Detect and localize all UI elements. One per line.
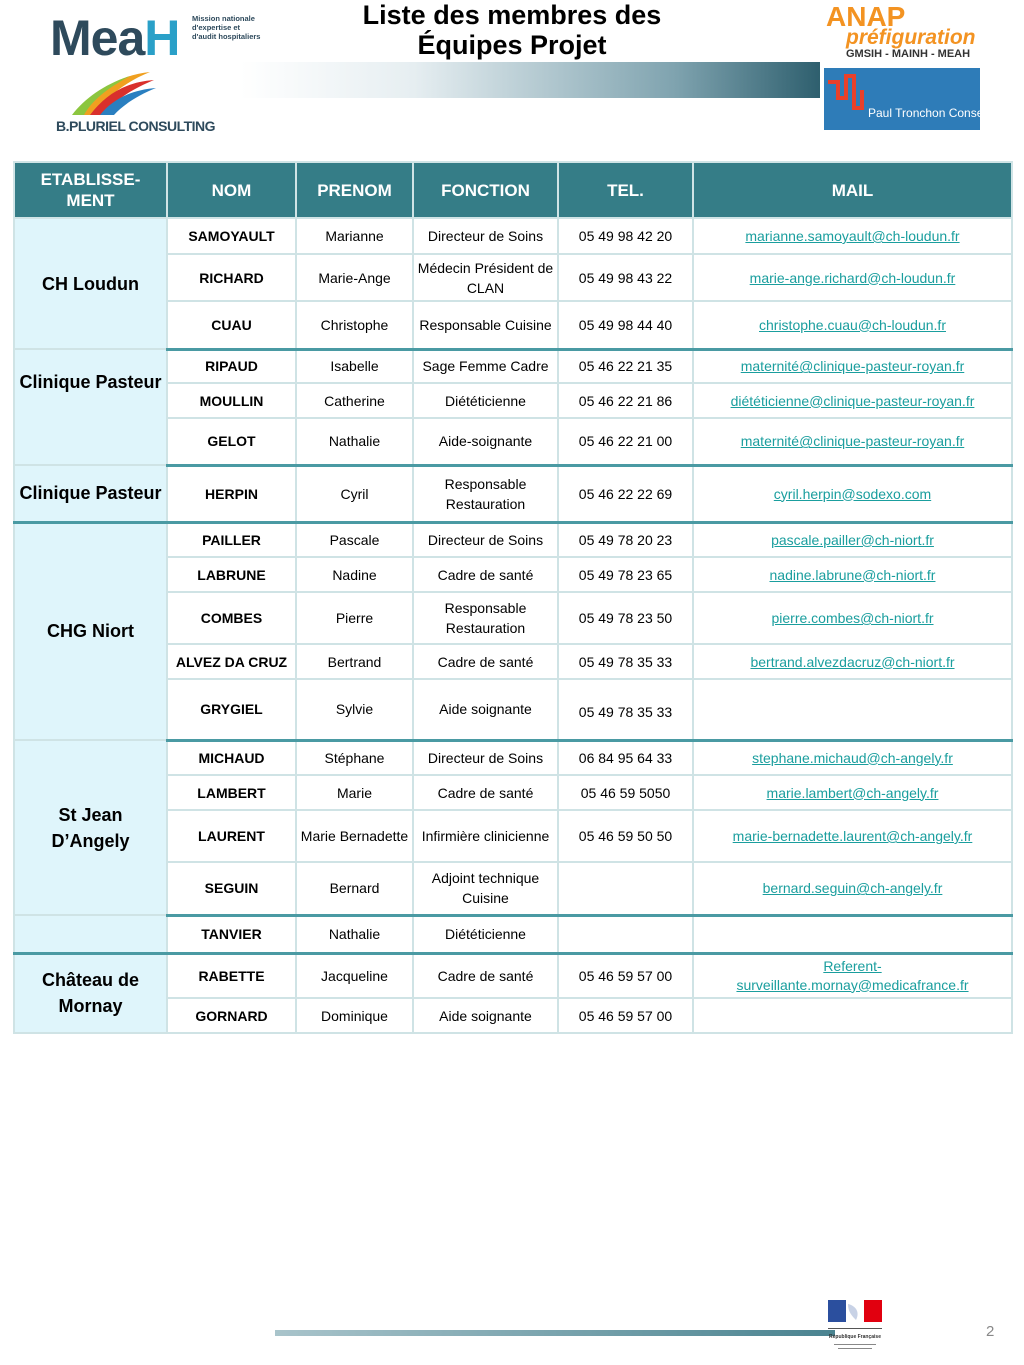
members-table: [13, 161, 1013, 1034]
nom-cell: LABRUNE: [167, 557, 296, 592]
prenom-cell: Marie Bernadette: [296, 810, 413, 862]
bpluriel-swoosh-icon: [50, 70, 160, 120]
nom-cell: LAMBERT: [167, 775, 296, 810]
prenom-cell: Stéphane: [296, 740, 413, 775]
fonction-cell: Directeur de Soins: [413, 740, 558, 775]
tel-cell: 06 84 95 64 33: [558, 740, 693, 775]
etablissement-cell: CH Loudun: [14, 218, 167, 349]
fonction-cell: Infirmière clinicienne: [413, 810, 558, 862]
nom-cell: CUAU: [167, 301, 296, 349]
meah-logo-word: MeaH: [50, 10, 180, 66]
etablissement-cell: Clinique Pasteur: [14, 465, 167, 522]
nom-cell: GELOT: [167, 418, 296, 465]
column-header-etablissement: ETABLISSE- MENT: [14, 162, 167, 218]
prenom-cell: Pascale: [296, 522, 413, 557]
fonction-cell: Responsable Restauration: [413, 465, 558, 522]
mail-link[interactable]: christophe.cuau@ch-loudun.fr: [759, 316, 946, 333]
table-row: [14, 740, 1012, 775]
fonction-cell: Diététicienne: [413, 383, 558, 418]
table-row: [14, 522, 1012, 557]
mail-cell: [693, 998, 1012, 1033]
mail-cell: [693, 915, 1012, 953]
bpluriel-logo: [50, 70, 220, 136]
page-title-line-2: Équipes Projet: [417, 30, 607, 60]
nom-cell: RABETTE: [167, 953, 296, 998]
mail-cell: [693, 592, 1012, 644]
fonction-cell: Cadre de santé: [413, 953, 558, 998]
mail-link[interactable]: pascale.pailler@ch-niort.fr: [771, 531, 934, 548]
prenom-cell: Nathalie: [296, 915, 413, 953]
table-row: [14, 349, 1012, 383]
table-row: [14, 953, 1012, 998]
mail-link[interactable]: nadine.labrune@ch-niort.fr: [769, 566, 936, 583]
republique-francaise-logo: [826, 1298, 886, 1358]
nom-cell: COMBES: [167, 592, 296, 644]
column-header-prenom: PRENOM: [296, 162, 413, 218]
mail-link[interactable]: bernard.seguin@ch-angely.fr: [762, 880, 943, 897]
mail-cell: [693, 740, 1012, 775]
tel-cell: 05 46 22 21 00: [558, 418, 693, 465]
mail-cell: [693, 522, 1012, 557]
tel-cell: [558, 862, 693, 915]
bpluriel-logo-text: B.PLURIEL CONSULTING: [56, 118, 216, 134]
header-band: [240, 62, 820, 98]
tel-cell: 05 49 78 35 33: [558, 679, 693, 740]
mail-cell: [693, 418, 1012, 465]
prenom-cell: Nadine: [296, 557, 413, 592]
page-title: [300, 0, 724, 60]
table-row: [14, 465, 1012, 522]
prenom-cell: Marie: [296, 775, 413, 810]
mail-cell: [693, 383, 1012, 418]
mail-link[interactable]: maternité@clinique-pasteur-royan.fr: [740, 358, 965, 375]
mail-cell: [693, 301, 1012, 349]
page-number: 2: [986, 1323, 995, 1340]
nom-cell: SEGUIN: [167, 862, 296, 915]
fonction-cell: Médecin Président de CLAN: [413, 254, 558, 301]
fonction-cell: Cadre de santé: [413, 775, 558, 810]
tel-cell: 05 46 59 57 00: [558, 953, 693, 998]
etablissement-cell: [14, 915, 167, 953]
anap-logo-word: ANAP: [826, 1, 906, 32]
nom-cell: RIPAUD: [167, 349, 296, 383]
fonction-cell: Responsable Cuisine: [413, 301, 558, 349]
etablissement-cell: [14, 740, 167, 915]
prenom-cell: Sylvie: [296, 679, 413, 740]
nom-cell: MOULLIN: [167, 383, 296, 418]
mail-cell: [693, 218, 1012, 254]
page-title-line-1: Liste des membres des: [362, 0, 662, 30]
tel-cell: 05 46 22 21 86: [558, 383, 693, 418]
nom-cell: ALVEZ DA CRUZ: [167, 644, 296, 679]
tel-cell: 05 46 59 50 50: [558, 810, 693, 862]
tel-cell: 05 46 22 22 69: [558, 465, 693, 522]
tel-cell: 05 49 78 35 33: [558, 644, 693, 679]
nom-cell: MICHAUD: [167, 740, 296, 775]
mail-link[interactable]: maternité@clinique-pasteur-royan.fr: [740, 433, 965, 450]
anap-logo-prefiguration: préfiguration: [846, 26, 976, 49]
tel-cell: 05 49 98 42 20: [558, 218, 693, 254]
fonction-cell: Aide soignante: [413, 998, 558, 1033]
footer-band: [275, 1330, 835, 1336]
fonction-cell: Cadre de santé: [413, 644, 558, 679]
prenom-cell: Marianne: [296, 218, 413, 254]
mail-link[interactable]: marie.lambert@ch-angely.fr: [766, 784, 939, 801]
tel-cell: 05 49 78 20 23: [558, 522, 693, 557]
mail-cell: [693, 953, 1012, 998]
mail-cell: [693, 810, 1012, 862]
table-row: [14, 915, 1012, 953]
prenom-cell: Cyril: [296, 465, 413, 522]
prenom-cell: Marie-Ange: [296, 254, 413, 301]
meah-logo: [50, 10, 261, 68]
fonction-cell: Cadre de santé: [413, 557, 558, 592]
mail-link[interactable]: pierre.combes@ch-niort.fr: [771, 610, 934, 626]
anap-logo: [824, 2, 1014, 64]
prenom-cell: Jacqueline: [296, 953, 413, 998]
tel-cell: 05 46 22 21 35: [558, 349, 693, 383]
mail-cell: [693, 254, 1012, 301]
tel-cell: 05 46 59 5050: [558, 775, 693, 810]
prenom-cell: Bernard: [296, 862, 413, 915]
nom-cell: HERPIN: [167, 465, 296, 522]
tel-cell: 05 49 78 23 65: [558, 557, 693, 592]
mail-cell: [693, 644, 1012, 679]
fonction-cell: Directeur de Soins: [413, 218, 558, 254]
nom-cell: TANVIER: [167, 915, 296, 953]
mail-link[interactable]: marianne.samoyault@ch-loudun.fr: [745, 228, 960, 244]
mail-link[interactable]: marie-ange.richard@ch-loudun.fr: [749, 269, 956, 286]
tel-cell: 05 49 98 43 22: [558, 254, 693, 301]
anap-logo-subtitle: GMSIH - MAINH - MEAH: [846, 48, 971, 60]
column-header-nom: NOM: [167, 162, 296, 218]
mail-link[interactable]: Referent-surveillante.mornay@medicafrance.fr: [736, 957, 969, 993]
column-header-mail: MAIL: [693, 162, 1012, 218]
mail-cell: [693, 349, 1012, 383]
mail-cell: [693, 679, 1012, 740]
nom-cell: RICHARD: [167, 254, 296, 301]
nom-cell: GRYGIEL: [167, 679, 296, 740]
prenom-cell: Bertrand: [296, 644, 413, 679]
etablissement-label: St Jean D’Angely: [51, 804, 130, 851]
fonction-cell: Diététicienne: [413, 915, 558, 953]
tel-cell: 05 49 98 44 40: [558, 301, 693, 349]
nom-cell: LAURENT: [167, 810, 296, 862]
mail-link[interactable]: bertrand.alvezdacruz@ch-niort.fr: [750, 653, 955, 670]
prenom-cell: Christophe: [296, 301, 413, 349]
prenom-cell: Isabelle: [296, 349, 413, 383]
fonction-cell: Directeur de Soins: [413, 522, 558, 557]
mail-cell: [693, 775, 1012, 810]
mail-link[interactable]: diététicienne@clinique-pasteur-royan.fr: [730, 392, 975, 409]
tel-cell: [558, 915, 693, 953]
mail-link[interactable]: stephane.michaud@ch-angely.fr: [752, 749, 953, 766]
mail-cell: [693, 465, 1012, 522]
nom-cell: SAMOYAULT: [167, 218, 296, 254]
prenom-cell: Nathalie: [296, 418, 413, 465]
prenom-cell: Dominique: [296, 998, 413, 1033]
tel-cell: 05 49 78 23 50: [558, 592, 693, 644]
etablissement-cell: Clinique Pasteur: [14, 349, 167, 465]
table-row: [14, 218, 1012, 254]
svg-text:République Française: République Française: [829, 1334, 881, 1340]
fonction-cell: Responsable Restauration: [413, 592, 558, 644]
fonction-cell: Adjoint technique Cuisine: [413, 862, 558, 915]
nom-cell: GORNARD: [167, 998, 296, 1033]
tel-cell: 05 46 59 57 00: [558, 998, 693, 1033]
mail-link[interactable]: marie-bernadette.laurent@ch-angely.fr: [732, 828, 973, 844]
etablissement-cell: CHG Niort: [14, 522, 167, 740]
mail-link[interactable]: cyril.herpin@sodexo.com: [773, 485, 932, 502]
prenom-cell: Catherine: [296, 383, 413, 418]
nom-cell: PAILLER: [167, 522, 296, 557]
column-header-fonction: FONCTION: [413, 162, 558, 218]
meah-logo-tagline: Mission nationale d'expertise et d'audit hospitaliers: [192, 14, 261, 41]
mail-cell: [693, 557, 1012, 592]
column-header-tel: TEL.: [558, 162, 693, 218]
tronchon-logo: [824, 68, 989, 130]
prenom-cell: Pierre: [296, 592, 413, 644]
marianne-flag-icon: [826, 1298, 886, 1358]
fonction-cell: Sage Femme Cadre: [413, 349, 558, 383]
etablissement-label: Château de Mornay: [41, 970, 140, 1017]
tronchon-logo-text: Paul Tronchon Conseil: [868, 106, 989, 120]
fonction-cell: Aide-soignante: [413, 418, 558, 465]
mail-cell: [693, 862, 1012, 915]
etablissement-cell: [14, 953, 167, 1033]
fonction-cell: Aide soignante: [413, 679, 558, 740]
table-header-row: [14, 162, 1012, 218]
